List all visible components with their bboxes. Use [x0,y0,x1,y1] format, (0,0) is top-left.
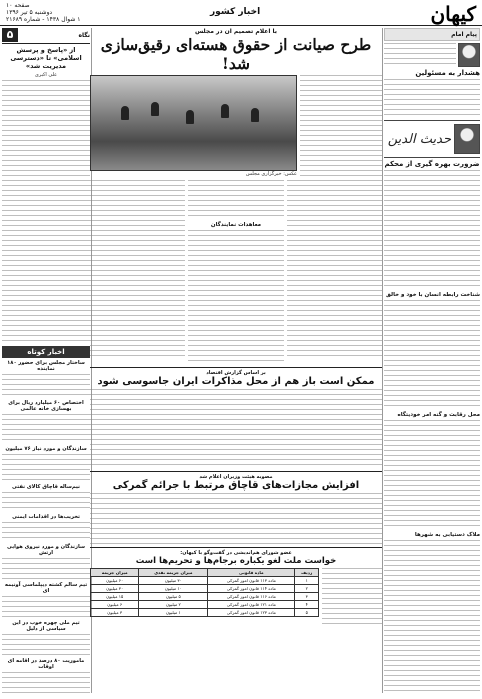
short-news-title: ماموریت ۸۰ درصد در اقامه ای اوقات [7,658,85,670]
table-row: ۱ ماده ۱۱۳ قانون امور گمرکی ۳۰ میلیون ۶۰ میلیون [91,577,319,585]
story-4-headline: خواست ملت لغو یکباره برجام‌ها و تحریم‌ها است [135,556,337,566]
short-news-header: اخبار کوتاه [2,346,90,358]
table-row: ۲ ماده ۱۱۴ قانون امور گمرکی ۱۰ میلیون ۳۰ میلیون [91,585,319,593]
box-title [384,28,480,41]
signature-box [384,120,480,158]
essay-body-4 [384,540,480,693]
story-4-kicker: عضو شورای هم‌اندیشی در گفت‌وگو با کیهان: [180,550,292,556]
story-2-headline: ممکن است باز هم از محل مذاکرات ایران جاسوسی شود [97,376,375,387]
table-header: میزان جریمه [91,569,139,577]
opinion-body [2,80,90,342]
essay-body-2 [384,300,480,410]
newspaper-logo: کیهان [430,2,476,26]
signature-title: حدیث الدین [387,131,451,147]
table-header: ردیف [295,569,319,577]
story-3 [90,471,382,545]
story-2 [90,367,382,469]
issue-line: ۱ شوال ۱۴۳۸ - شماره ۲۱۶۸۹ [6,16,81,23]
column-header [2,28,90,44]
page-meta [6,2,80,23]
column-badge: ۵ [2,28,18,42]
headline-kicker: با اعلام تصمیم آن در مجلس [194,28,278,35]
short-news-title: سازندگان و مورد نیاز ۷۶ میلیون [5,446,87,452]
opinion-author: علی اکبری [34,72,58,78]
story-4-body [322,568,382,624]
photo-block [90,75,297,177]
page-number: صفحه ۱۰ [6,2,30,9]
essay-subhead-2: محل رقابت و گنه امر خودیتگاه [397,412,480,418]
masthead [0,0,482,26]
box-title-label: پیام امام [451,31,477,38]
hadith-title: هشدار به مسئولین [415,69,480,77]
body-col-1 [287,180,382,360]
table-row: ۳ ماده ۱۱۶ قانون امور گمرکی ۵ میلیون ۱۵ میلیون [91,593,319,601]
essay-title: ضرورت بهره گیری از محکم [384,160,480,168]
main-headline: طرح صیانت از حقوق هسته‌ای رقیق‌سازی شد! [100,35,372,73]
parliament-photo [90,75,297,171]
essay-body-3 [384,420,480,530]
section-title: اخبار کشور [210,7,261,17]
table-row: ۴ ماده ۱۲۱ قانون امور گمرکی ۲ میلیون ۶ میلیون [91,601,319,609]
lead-block [90,75,382,177]
photo-caption: عکس: خبرگزاری مجلس [245,171,297,177]
imam-text [384,43,456,67]
essay-body-1 [384,170,480,290]
customs-table [90,568,319,617]
story-2-body [90,389,382,469]
story-3-headline: افزایش مجازات‌های قاچاق مرتبط با جرائم گمرکی [112,480,360,491]
table-header: ماده قانونی [208,569,295,577]
story-3-body [90,493,382,545]
short-news-title: تخریب‌ها در اقدامات ایمنی [12,514,80,520]
short-news-title: اختصاص ۶۰ میلیارد ریال برای بهسازی خانه عالمی [8,400,84,412]
essay-subhead-1: شناخت رابطه انسان با خود و خالق [386,292,480,298]
story-4 [90,547,382,624]
column-header-label: نگاه [78,31,90,39]
body-col-2 [188,180,283,365]
main-column [90,28,382,693]
imam-box [384,43,480,67]
author-portrait [454,124,480,154]
hadith-text [384,79,480,117]
short-news-title: سازندگان و مورد نیروی هوایی ارتش [6,544,86,556]
right-column [384,28,480,693]
lead-text [300,75,382,177]
customs-table-wrap [90,568,319,624]
table-header: میزان جریمه نقدی [139,569,208,577]
short-news-title: نیم‌ساله قاچاق کالای نفتی [12,484,80,490]
column-divider [382,28,383,693]
body-col-3 [90,180,185,360]
portrait-image [458,43,480,67]
short-news-title: تیم سالم کشته دیپلماسی آونیمه ای [4,582,88,594]
table-row: ۵ ماده ۱۲۳ قانون امور گمرکی ۱ میلیون ۳ میلیون [91,609,319,617]
essay-subhead-3: ملاک دستیابی به شهرها [414,532,480,538]
body-subhead: معاهدات نمایندگان [210,222,262,228]
opinion-title: از «پاسخ و پرسش اسلامی» تا «دسترسی مدیریت شد» [10,46,82,70]
short-news-title: تیم ملی چهره خوب در این سیاسی از دلیل [12,620,80,632]
short-news-title: ساختار مجلس برای حضور ۱۸۰ نماینده [7,360,85,372]
story-2-kicker: بر اساس گزارش اقتصاد [206,370,266,376]
date-line: دوشنبه ۵ تیر ۱۳۹۶ [6,9,53,16]
body-columns [90,180,382,365]
left-column [2,28,90,693]
story-3-kicker: مصوبه هیئت وزیران اعلام شد [199,474,273,480]
